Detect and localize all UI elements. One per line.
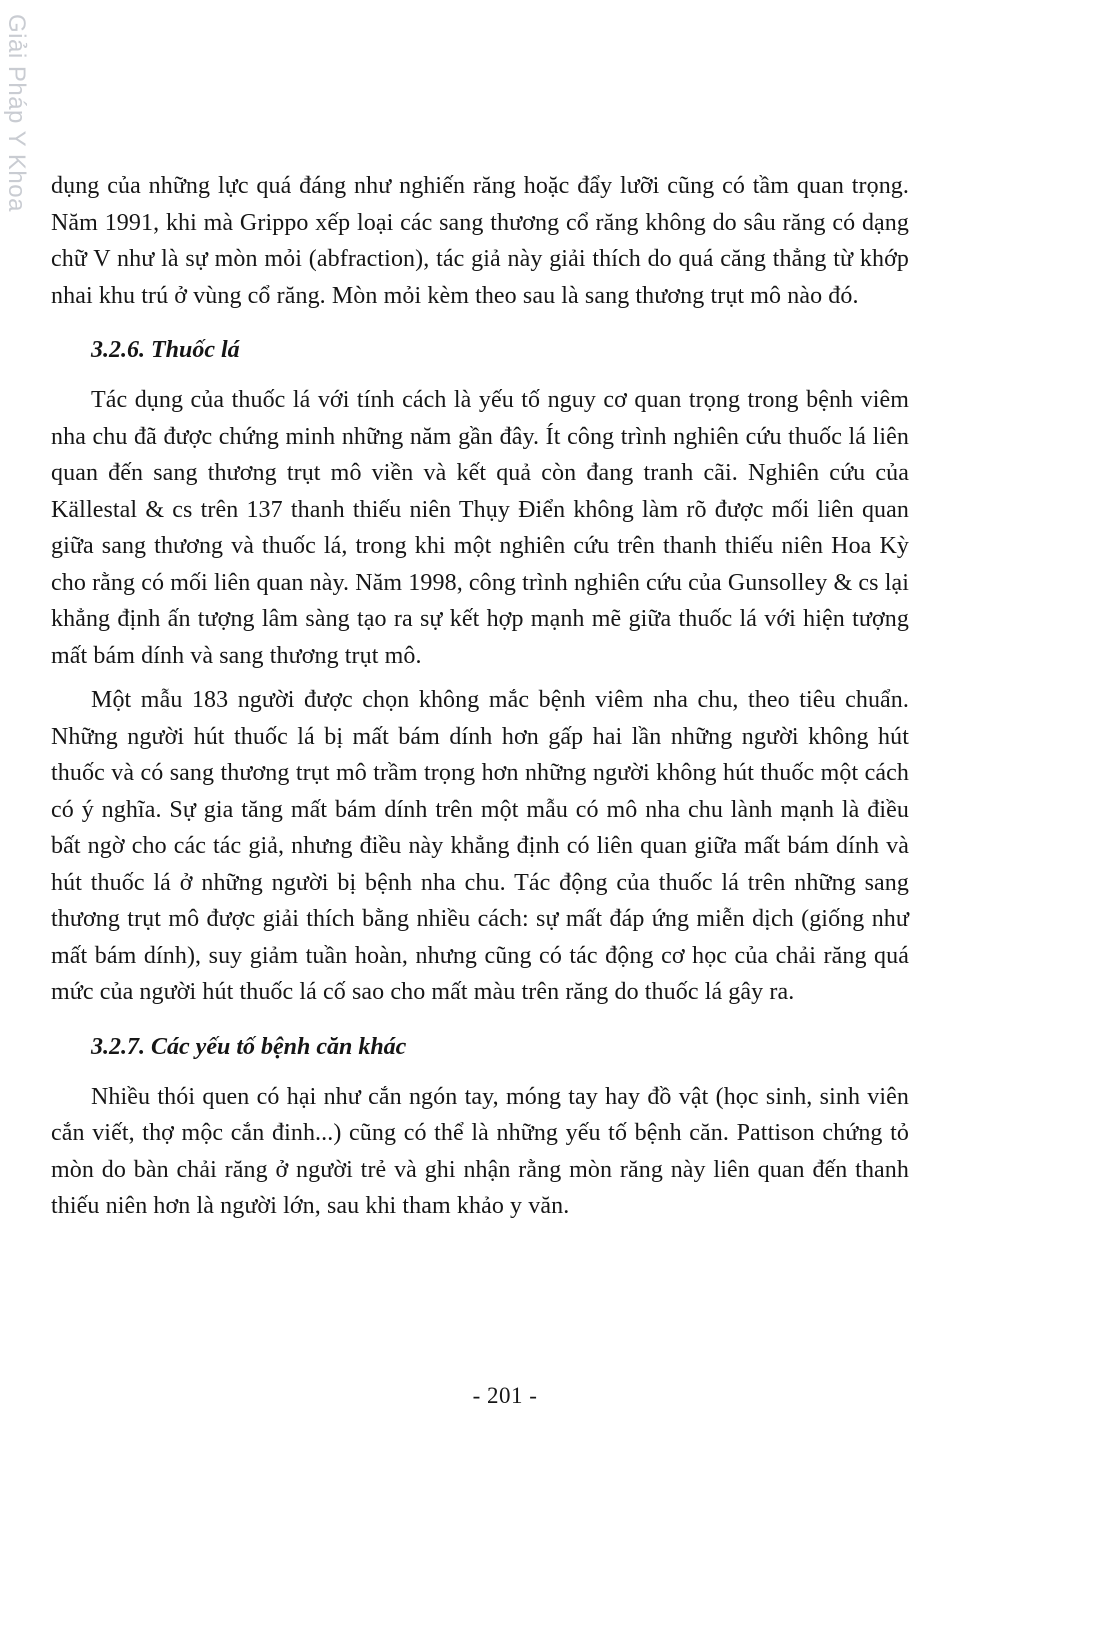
section-heading-tobacco: 3.2.6. Thuốc lá	[91, 337, 240, 363]
paragraph-tobacco-intro: Tác dụng của thuốc lá với tính cách là yếu tố nguy cơ quan trọng trong bệnh viêm nha chu đã được chứng minh những năm gần đây. Ít công trình nghiên cứu thuốc lá liên quan đến sang thương trụt mô viền và kết quả còn đang tranh cãi. Nghiên cứu của Källestal & cs trên 137 thanh thiếu niên Thụy Điển không làm rõ được mối liên quan giữa sang thương và thuốc lá, trong khi một nghiên cứu trên thanh thiếu niên Hoa Kỳ cho rằng có mối liên quan này. Năm 1998, công trình nghiên cứu của Gunsolley & cs lại khẳng định ấn tượng lâm sàng tạo ra sự kết hợp mạnh mẽ giữa thuốc lá với hiện tượng mất bám dính và sang thương trụt mô.	[51, 387, 909, 669]
spacer	[51, 1011, 909, 1019]
section-heading-other-factors: 3.2.7. Các yếu tố bệnh căn khác	[91, 1033, 407, 1060]
watermark-text: Giải Pháp Y Khoa	[3, 14, 30, 212]
spacer	[51, 314, 909, 322]
spacer	[51, 674, 909, 682]
paragraph-tobacco-study: Một mẫu 183 người được chọn không mắc bệnh viêm nha chu, theo tiêu chuẩn. Những người hút thuốc lá bị mất bám dính hơn gấp hai lần những người không hút thuốc và có sang thương trụt mô trầm trọng hơn những người không hút thuốc một cách có ý nghĩa. Sự gia tăng mất bám dính trên một mẫu có mô nha chu lành mạnh là điều bất ngờ cho các tác giả, nhưng điều này khẳng định có liên quan giữa mất bám dính và hút thuốc lá ở những người bị bệnh nha chu. Tác động của thuốc lá trên những sang thương trụt mô được giải thích bằng nhiều cách: sự mất đáp ứng miễn dịch (giống như mất bám dính), suy giảm tuần hoàn, nhưng cũng có tác động cơ học của chải răng quá mức của người hút thuốc lá cố sao cho mất màu trên răng do thuốc lá gây ra.	[51, 687, 909, 1005]
page-number: - 201 -	[472, 1383, 538, 1408]
paragraph-other-factors: Nhiều thói quen có hại như cắn ngón tay, móng tay hay đồ vật (học sinh, sinh viên cắn viết, thợ mộc cắn đinh...) cũng có thể là những yếu tố bệnh căn. Pattison chứng tỏ mòn do bàn chải răng ở người trẻ và ghi nhận rằng mòn răng này liên quan đến thanh thiếu niên hơn là người lớn, sau khi tham khảo y văn.	[51, 1083, 909, 1219]
page-body	[51, 168, 909, 1225]
paragraph-continuation: dụng của những lực quá đáng như nghiến răng hoặc đẩy lưỡi cũng có tầm quan trọng. Năm 1991, khi mà Grippo xếp loại các sang thương cổ răng không do sâu răng có dạng chữ V như là sự mòn mỏi (abfraction), tác giả này giải thích do quá căng thẳng từ khớp nhai khu trú ở vùng cổ răng. Mòn mỏi kèm theo sau là sang thương trụt mô nào đó.	[51, 173, 909, 309]
